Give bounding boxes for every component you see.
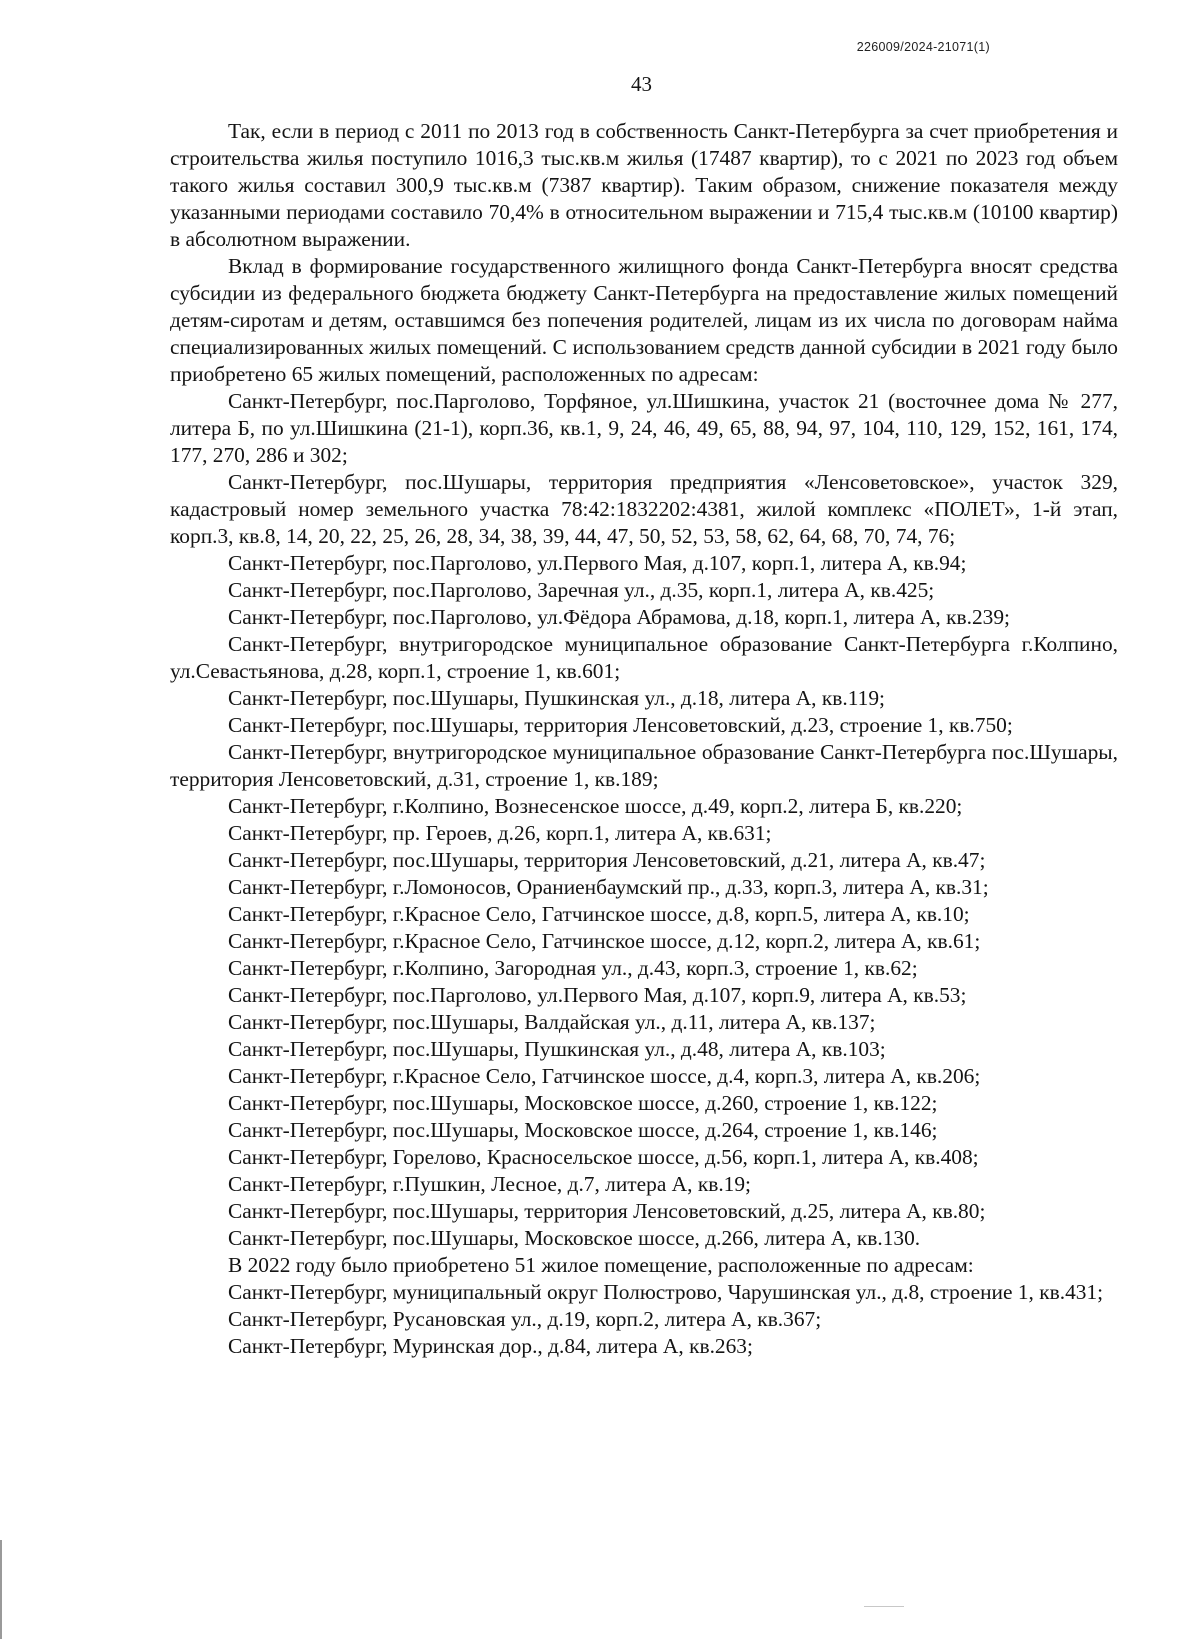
address-item: Санкт-Петербург, пос.Парголово, ул.Первого Мая, д.107, корп.9, литера А, кв.53; <box>228 983 967 1007</box>
document-registration-number: 226009/2024-21071(1) <box>856 40 990 54</box>
address-item: Санкт-Петербург, пос.Шушары, территория Ленсоветовский, д.23, строение 1, кв.750; <box>228 713 1013 737</box>
scan-edge-mark <box>0 1540 2 1639</box>
address-item: Санкт-Петербург, внутригородское муниципальное образование Санкт-Петербурга пос.Шушары, территория Ленсоветовский, д.31, строение 1, кв.189; <box>170 740 1118 791</box>
address-item: Санкт-Петербург, пос.Парголово, Заречная ул., д.35, корп.1, литера А, кв.425; <box>228 578 935 602</box>
address-item: Санкт-Петербург, пос.Парголово, ул.Фёдора Абрамова, д.18, корп.1, литера А, кв.239; <box>228 605 1010 629</box>
address-item: Санкт-Петербург, пос.Парголово, ул.Первого Мая, д.107, корп.1, литера А, кв.94; <box>228 551 967 575</box>
address-item: Санкт-Петербург, внутригородское муниципальное образование Санкт-Петербурга г.Колпино, ул.Севастьянова, д.28, корп.1, строение 1, кв.601; <box>170 632 1118 683</box>
scan-speck <box>864 1606 904 1607</box>
address-item: Санкт-Петербург, муниципальный округ Полюстрово, Чарушинская ул., д.8, строение 1, кв.431; <box>228 1280 1104 1304</box>
paragraph-housing-volume: Так, если в период с 2011 по 2013 год в собственность Санкт-Петербурга за счет приобретения и строительства жилья поступило 1016,3 тыс.кв.м жилья (17487 квартир), то с 2021 по 2023 год объем такого жилья составил 300,9 тыс.кв.м (7387 квартир). Таким образом, снижение показателя между указанными периодами составило 70,4% в относительном выражении и 715,4 тыс.кв.м (10100 квартир) в абсолютном выражении. <box>170 119 1118 251</box>
address-item: Санкт-Петербург, г.Красное Село, Гатчинское шоссе, д.4, корп.3, литера А, кв.206; <box>228 1064 981 1088</box>
address-item: Санкт-Петербург, г.Красное Село, Гатчинское шоссе, д.8, корп.5, литера А, кв.10; <box>228 902 970 926</box>
document-body <box>170 118 1118 1360</box>
address-item: Санкт-Петербург, пос.Парголово, Торфяное, ул.Шишкина, участок 21 (восточнее дома № 277, литера Б, по ул.Шишкина (21-1), корп.36, кв.1, 9, 24, 46, 49, 65, 88, 94, 97, 104, 110, 129, 152, 161, 174, 177, 270, 286 и 302; <box>170 389 1118 467</box>
address-item: Санкт-Петербург, пос.Шушары, Пушкинская ул., д.48, литера А, кв.103; <box>228 1037 886 1061</box>
address-item: Санкт-Петербург, пос.Шушары, Московское шоссе, д.266, литера А, кв.130. <box>228 1226 921 1250</box>
address-item: Санкт-Петербург, пос.Шушары, территория предприятия «Ленсоветовское», участок 329, кадастровый номер земельного участка 78:42:1832202:4381, жилой комплекс «ПОЛЕТ», 1-й этап, корп.3, кв.8, 14, 20, 22, 25, 26, 28, 34, 38, 39, 44, 47, 50, 52, 53, 58, 62, 64, 68, 70, 74, 76; <box>170 470 1118 548</box>
address-item: Санкт-Петербург, пос.Шушары, Пушкинская ул., д.18, литера А, кв.119; <box>228 686 885 710</box>
address-item: Санкт-Петербург, г.Колпино, Загородная ул., д.43, корп.3, строение 1, кв.62; <box>228 956 918 980</box>
address-item: Санкт-Петербург, Русановская ул., д.19, корп.2, литера А, кв.367; <box>228 1307 822 1331</box>
address-item: Санкт-Петербург, г.Колпино, Вознесенское шоссе, д.49, корп.2, литера Б, кв.220; <box>228 794 963 818</box>
address-item: Санкт-Петербург, г.Ломоносов, Ораниенбаумский пр., д.33, корп.3, литера А, кв.31; <box>228 875 989 899</box>
address-item: Санкт-Петербург, г.Красное Село, Гатчинское шоссе, д.12, корп.2, литера А, кв.61; <box>228 929 981 953</box>
paragraph-subsidy-intro: Вклад в формирование государственного жилищного фонда Санкт-Петербурга вносят средства субсидии из федерального бюджета бюджету Санкт-Петербурга на предоставление жилых помещений детям-сиротам и детям, оставшимся без попечения родителей, лицам из их числа по договорам найма специализированных жилых помещений. С использованием средств данной субсидии в 2021 году было приобретено 65 жилых помещений, расположенных по адресам: <box>170 254 1118 386</box>
address-item: Санкт-Петербург, Горелово, Красносельское шоссе, д.56, корп.1, литера А, кв.408; <box>228 1145 979 1169</box>
address-item: Санкт-Петербург, пр. Героев, д.26, корп.1, литера А, кв.631; <box>228 821 772 845</box>
address-item: Санкт-Петербург, пос.Шушары, территория Ленсоветовский, д.25, литера А, кв.80; <box>228 1199 986 1223</box>
address-item: Санкт-Петербург, г.Пушкин, Лесное, д.7, литера А, кв.19; <box>228 1172 752 1196</box>
address-item: Санкт-Петербург, пос.Шушары, Валдайская ул., д.11, литера А, кв.137; <box>228 1010 876 1034</box>
paragraph-2022-intro: В 2022 году было приобретено 51 жилое помещение, расположенные по адресам: <box>228 1253 974 1277</box>
page-number: 43 <box>631 72 652 96</box>
address-item: Санкт-Петербург, пос.Шушары, территория Ленсоветовский, д.21, литера А, кв.47; <box>228 848 986 872</box>
address-item: Санкт-Петербург, пос.Шушары, Московское шоссе, д.264, строение 1, кв.146; <box>228 1118 938 1142</box>
address-item: Санкт-Петербург, Муринская дор., д.84, литера А, кв.263; <box>228 1334 753 1358</box>
address-item: Санкт-Петербург, пос.Шушары, Московское шоссе, д.260, строение 1, кв.122; <box>228 1091 938 1115</box>
